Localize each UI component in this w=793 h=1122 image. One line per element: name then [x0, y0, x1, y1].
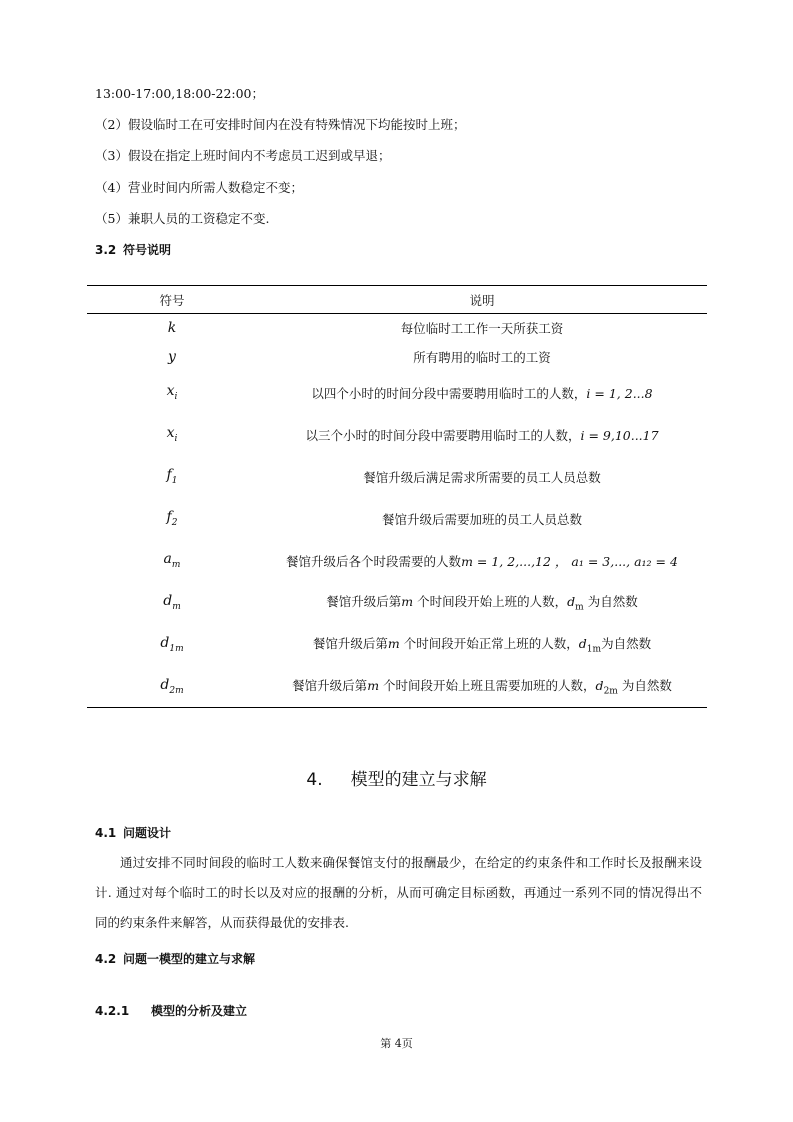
- symbol-table: [87, 285, 707, 708]
- symbol-cell: $d_{1m}$: [160, 635, 184, 654]
- chapter-title: 模型的建立与求解: [350, 770, 487, 790]
- assumption-continued: 13:00-17:00,18:00-22:00；: [95, 86, 265, 101]
- assumption-4: （4）营业时间内所需人数稳定不变；: [95, 180, 303, 195]
- section-number: 4.2.1: [95, 1004, 130, 1018]
- chapter-4-heading: [0, 765, 793, 790]
- section-4-1-paragraph: 通过安排不同时间段的临时工人数来确保餐馆支付的报酬最少，在给定的约束条件和工作时长及报酬来设计. 通过对每个临时工的时长以及对应的报酬的分析，从而可确定目标函数，再通过一系列不同的情况得出不同的约束条件来解答，从而获得最优的安排表.: [95, 855, 702, 930]
- assumption-5: （5）兼职人员的工资稳定不变.: [95, 211, 270, 226]
- description-cell: 餐馆升级后满足需求所需要的员工人员总数: [363, 469, 601, 485]
- section-title: 模型的分析及建立: [151, 1004, 248, 1018]
- section-4-2-1-heading: [95, 1002, 247, 1019]
- page-number: 第 4页: [380, 1037, 413, 1050]
- description-cell: 餐馆升级后各个时段需要的人数m = 1, 2,...,12 ， a₁ = 3,..., a₁₂ = 4: [286, 553, 678, 569]
- description-cell: 以三个小时的时间分段中需要聘用临时工的人数，i = 9,10...17: [305, 427, 659, 443]
- symbol-cell: $a_m$: [163, 551, 181, 570]
- table-row: [87, 498, 707, 540]
- header-description: 说明: [257, 286, 707, 314]
- symbol-cell: $d_m$: [163, 593, 181, 612]
- symbol-cell: $f_2$: [166, 509, 178, 528]
- table-row: [87, 314, 707, 343]
- section-4-2-heading: [95, 950, 255, 967]
- symbol-cell: $f_1$: [166, 467, 178, 486]
- description-cell: 每位临时工工作一天所获工资: [400, 321, 564, 337]
- section-number: 4.1: [95, 826, 117, 840]
- table-row: [87, 624, 707, 666]
- table-row: [87, 372, 707, 414]
- symbol-cell: y: [168, 349, 176, 365]
- assumption-2: （2）假设临时工在可安排时间内在没有特殊情况下均能按时上班；: [95, 117, 466, 132]
- section-number: 3.2: [95, 243, 117, 257]
- section-title: 符号说明: [123, 243, 172, 257]
- description-cell: 餐馆升级后第m 个时间段开始上班的人数，$d_m$ 为自然数: [326, 594, 638, 613]
- table-row: [87, 666, 707, 708]
- section-4-1-heading: [95, 824, 171, 841]
- section-3-2-heading: [95, 241, 171, 258]
- table-row: [87, 582, 707, 624]
- section-title: 问题一模型的建立与求解: [123, 952, 256, 966]
- section-number: 4.2: [95, 952, 117, 966]
- description-cell: 餐馆升级后需要加班的员工人员总数: [381, 511, 582, 527]
- table-row: [87, 414, 707, 456]
- description-cell: 餐馆升级后第m 个时间段开始正常上班的人数，$d_{1m}$为自然数: [312, 636, 652, 655]
- description-cell: 以四个小时的时间分段中需要聘用临时工的人数，i = 1, 2...8: [311, 385, 653, 401]
- symbol-cell: $x_i$: [166, 383, 178, 402]
- section-title: 问题设计: [123, 826, 172, 840]
- chapter-number: 4.: [306, 770, 323, 790]
- table-row: [87, 456, 707, 498]
- table-row: [87, 343, 707, 372]
- symbol-cell: $d_{2m}$: [87, 666, 257, 708]
- table-row: [87, 540, 707, 582]
- description-cell: 所有聘用的临时工的工资: [413, 350, 551, 365]
- description-cell: 餐馆升级后第m 个时间段开始上班且需要加班的人数，$d_{2m}$ 为自然数: [257, 666, 707, 708]
- symbol-cell: $x_i$: [166, 425, 178, 444]
- assumption-3: （3）假设在指定上班时间内不考虑员工迟到或早退；: [95, 148, 391, 163]
- table-header-row: [87, 286, 707, 314]
- symbol-cell: k: [167, 320, 177, 337]
- header-symbol: 符号: [87, 286, 257, 314]
